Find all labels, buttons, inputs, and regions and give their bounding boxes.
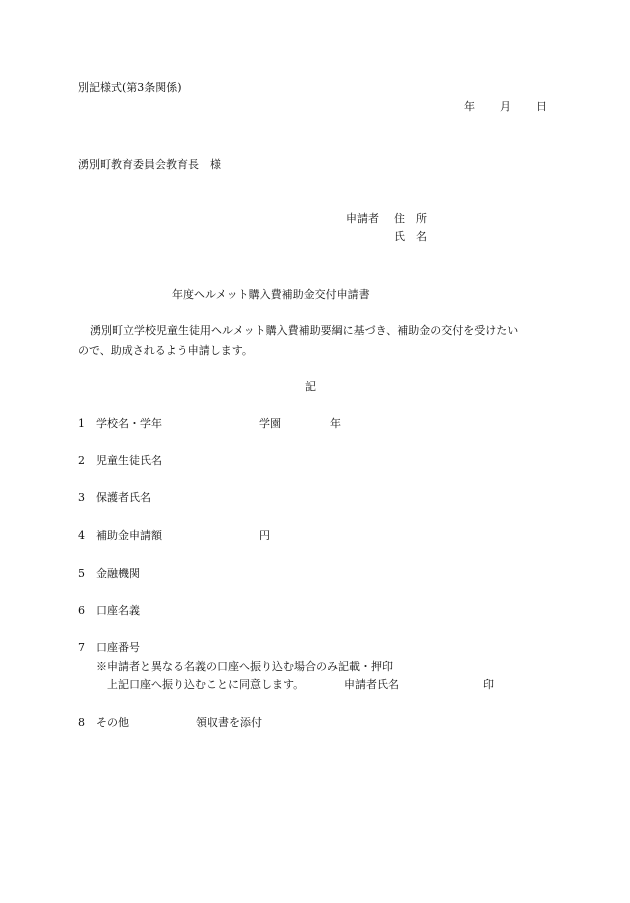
- form-label: 別記様式(第3条関係): [78, 81, 182, 94]
- date-year-label: 年: [464, 100, 475, 113]
- addressee: 湧別町教育委員会教育長 様: [78, 158, 221, 171]
- item-number: 4: [78, 529, 85, 542]
- body-line-2: ので、助成されるよう申請します。: [78, 344, 253, 357]
- item-number: 5: [78, 567, 85, 580]
- item-label: 保護者氏名: [96, 491, 151, 504]
- item-label: 児童生徒氏名: [96, 454, 162, 467]
- applicant-name-label: 氏 名: [394, 230, 427, 243]
- applicant-label: 申請者: [346, 212, 379, 225]
- school-suffix: 学園: [259, 417, 281, 430]
- item-number: 1: [78, 417, 85, 430]
- signer-label: 申請者氏名: [344, 678, 399, 691]
- document-title: 年度ヘルメット購入費補助金交付申請書: [172, 288, 370, 301]
- date-day-label: 日: [536, 100, 547, 113]
- amount-unit: 円: [259, 529, 270, 542]
- seal-mark: 印: [483, 678, 494, 691]
- ki-heading: 記: [305, 380, 316, 393]
- item-label: 口座番号: [96, 641, 140, 654]
- body-line-1: 湧別町立学校児童生徒用ヘルメット購入費補助要綱に基づき、補助金の交付を受けたい: [90, 324, 519, 337]
- item-number: 7: [78, 641, 85, 654]
- grade-suffix: 年: [330, 417, 341, 430]
- item-label: 口座名義: [96, 604, 140, 617]
- item-number: 2: [78, 454, 85, 467]
- item-label: その他: [96, 716, 129, 729]
- item-number: 6: [78, 604, 85, 617]
- item-label: 補助金申請額: [96, 529, 162, 542]
- item-label: 学校名・学年: [96, 417, 162, 430]
- consent-text: 上記口座へ振り込むことに同意します。: [107, 678, 305, 691]
- other-value: 領収書を添付: [196, 716, 262, 729]
- applicant-address-label: 住 所: [394, 212, 427, 225]
- account-note: ※申請者と異なる名義の口座へ振り込む場合のみ記載・押印: [96, 660, 393, 673]
- item-label: 金融機関: [96, 567, 140, 580]
- item-number: 3: [78, 491, 85, 504]
- date-month-label: 月: [500, 100, 511, 113]
- item-number: 8: [78, 716, 85, 729]
